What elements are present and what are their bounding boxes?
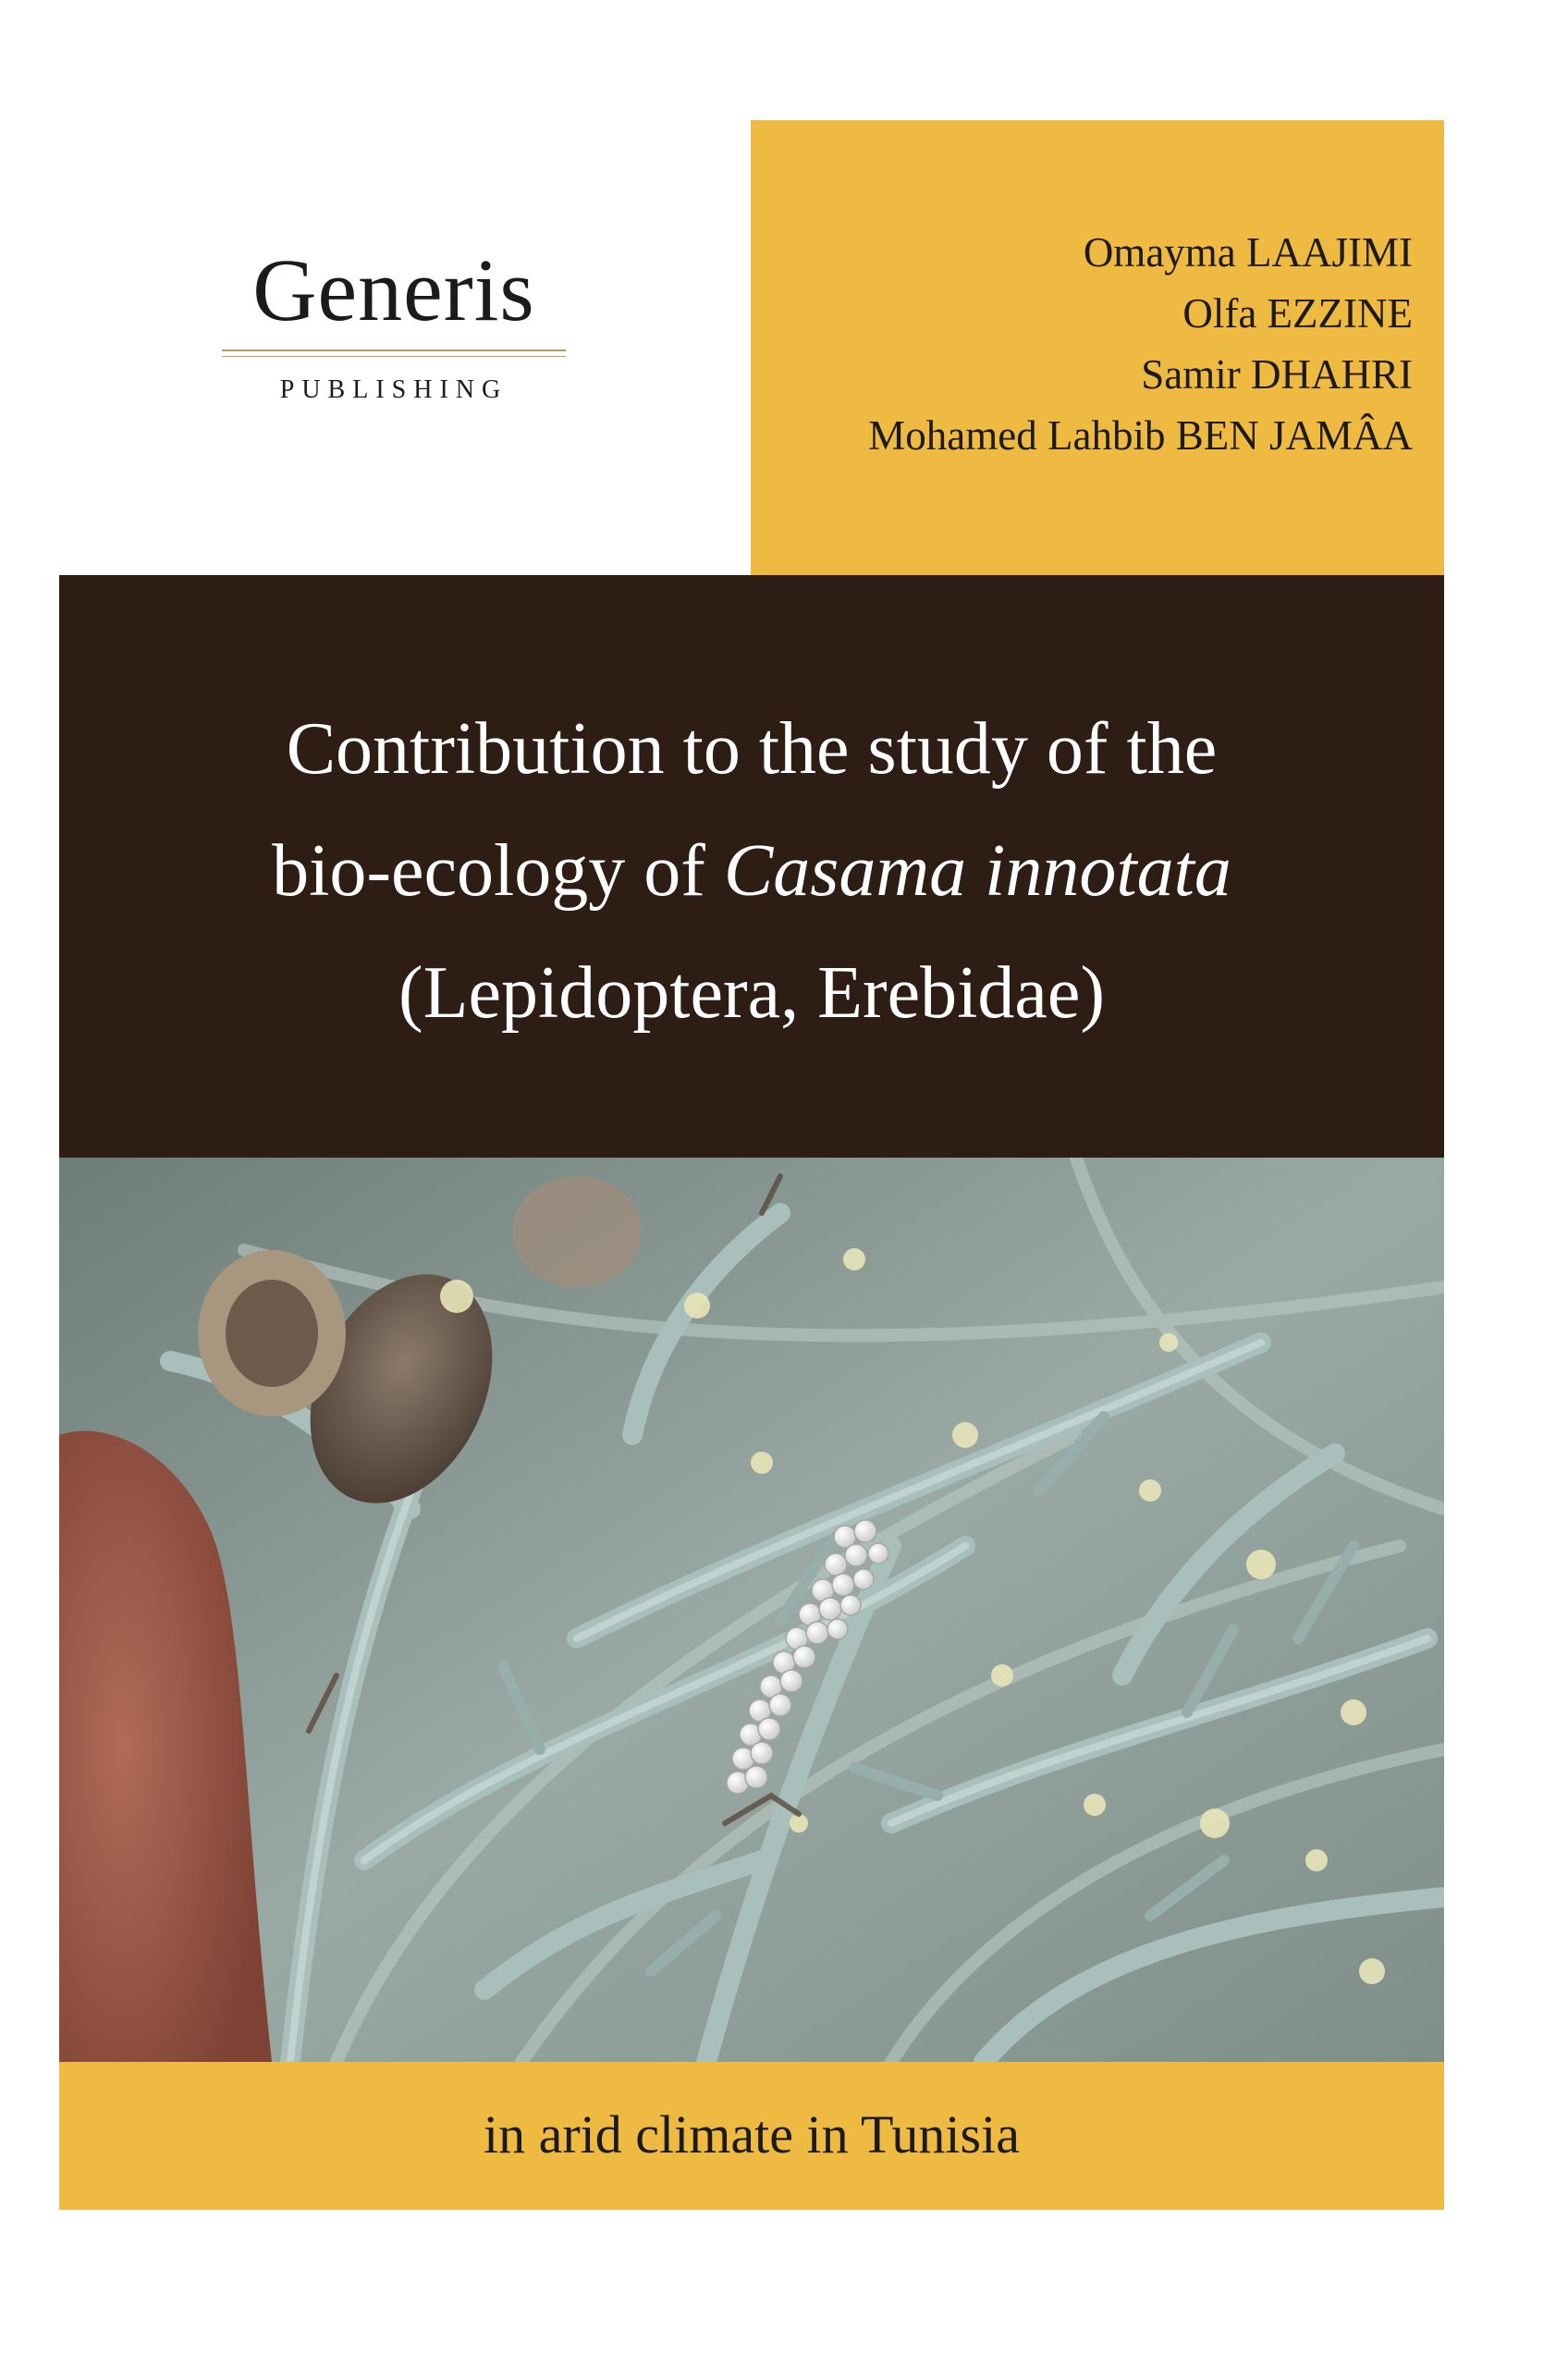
author-4: Mohamed Lahbib BEN JAMÂA [868, 412, 1413, 459]
title-line-1: Contribution to the study of the [286, 708, 1218, 790]
title-line-2-prefix: bio-ecology of [272, 830, 724, 912]
author-2: Olfa EZZINE [1182, 290, 1413, 337]
author-1: Omayma LAAJIMI [1083, 229, 1413, 276]
author-panel [751, 120, 1444, 575]
title-panel [59, 575, 1444, 1158]
cover-photo [59, 1158, 1444, 2062]
title-line-3: (Lepidoptera, Erebidae) [398, 952, 1106, 1034]
plant-photo-illustration [59, 1158, 1444, 2062]
publisher-name: Generis [252, 240, 535, 339]
subtitle-band [59, 2062, 1444, 2210]
publisher-tagline: PUBLISHING [279, 375, 508, 404]
author-3: Samir DHAHRI [1141, 351, 1413, 398]
author-list [868, 222, 1413, 466]
publisher-logo [218, 242, 570, 405]
publisher-logo-rule [222, 350, 566, 357]
book-subtitle: in arid climate in Tunisia [484, 2104, 1020, 2165]
species-name: Casama innotata [723, 830, 1231, 912]
book-title [59, 688, 1444, 1054]
